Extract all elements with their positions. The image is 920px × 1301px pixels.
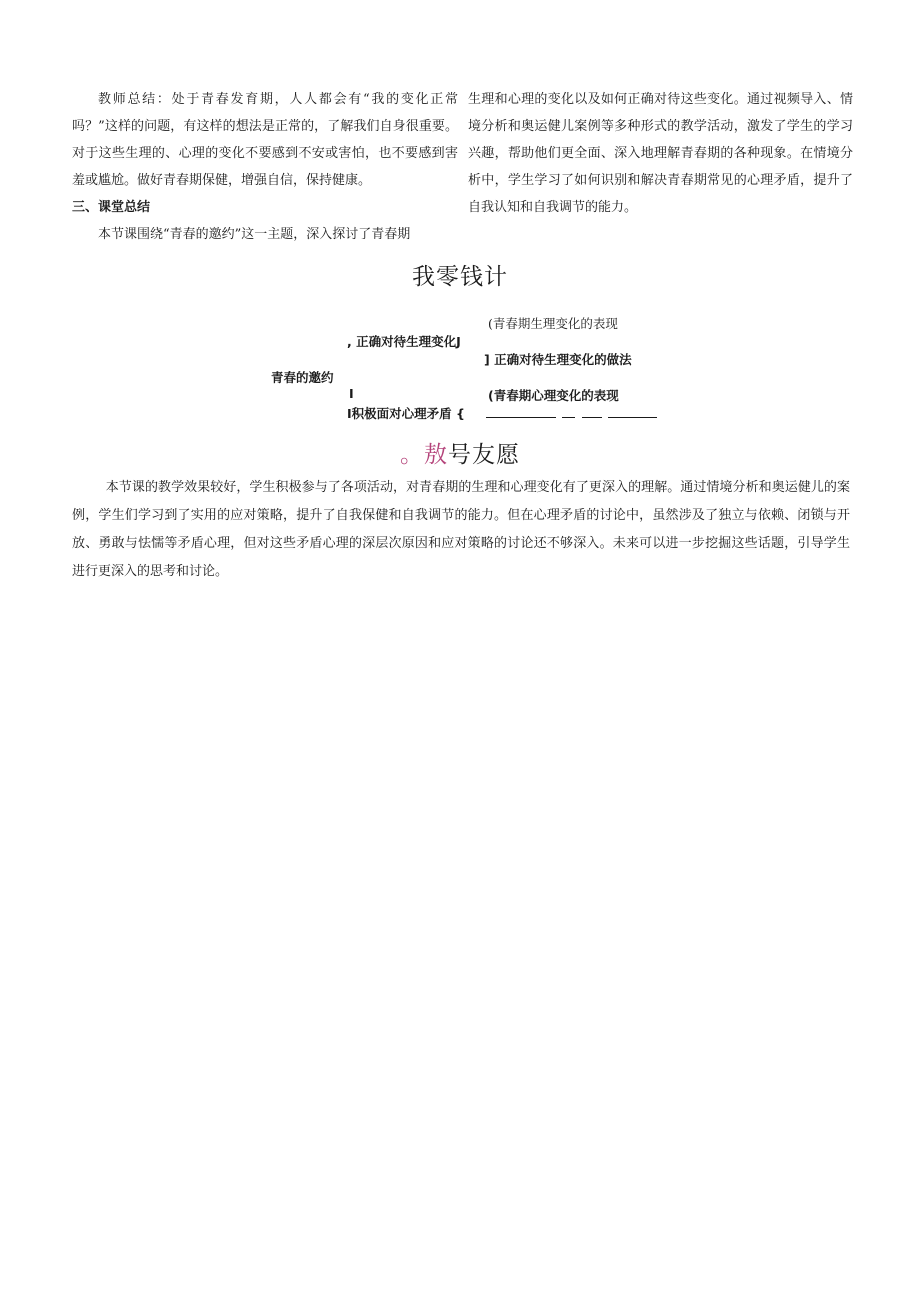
fill-blank-line — [562, 417, 575, 418]
branch1-label: , 正确对待生理变化J — [347, 334, 461, 349]
left-column — [72, 86, 458, 248]
board-design-title: 我零钱计 — [412, 264, 508, 290]
section-heading: 三、课堂总结 — [72, 200, 151, 215]
right-column — [468, 86, 853, 221]
diagram-root: 青春的邀约 — [271, 370, 334, 385]
class-summary-start: 本节课围绕“青春的邀约”这一主题，深入探讨了青春期 — [98, 227, 411, 242]
reflection-title — [0, 436, 920, 469]
reflection-title-mark: 。敖 — [400, 442, 448, 468]
fill-blank-line — [582, 417, 602, 418]
class-summary-continued: 生理和心理的变化以及如何正确对待这些变化。通过视频导入、情境分析和奥运健儿案例等多种形式的教学活动，激发了学生的学习兴趣，帮助他们更全面、深入地理解青春期的各种现象。在情境分析中，学生学习了如何识别和解决青春期常见的心理矛盾，提升了自我认知和自我调节的能力。 — [468, 92, 853, 215]
branch1-item1: (青春期生理变化的表现 — [488, 316, 618, 331]
reflection-title-rest: 号友愿 — [448, 442, 520, 468]
branch2-item1: (青春期心理变化的表现 — [488, 388, 619, 403]
fill-blank-line — [608, 417, 657, 418]
branch2-label: I积极面对心理矛盾 { — [347, 406, 465, 421]
diagram-connector: I — [349, 386, 354, 401]
reflection-text: 本节课的教学效果较好，学生积极参与了各项活动，对青春期的生理和心理变化有了更深入的理解。通过情境分析和奥运健儿的案例，学生们学习到了实用的应对策略，提升了自我保健和自我调节的能力。但在心理矛盾的讨论中，虽然涉及了独立与依赖、闭锁与开放、勇敢与怯懦等矛盾心理，但对这些矛盾心理的深层次原因和应对策略的讨论还不够深入。未来可以进一步挖掘这些话题，引导学生进行更深入的思考和讨论。 — [72, 480, 850, 579]
teacher-summary: 教师总结：处于青春发育期，人人都会有“我的变化正常吗？”这样的问题，有这样的想法是正常的，了解我们自身很重要。对于这些生理的、心理的变化不要感到不安或害怕，也不要感到害羞或尴尬。做好青春期保健，增强自信，保持健康。 — [72, 92, 458, 188]
branch1-item2: ] 正确对待生理变化的做法 — [484, 352, 632, 367]
fill-blank-line — [486, 417, 556, 418]
